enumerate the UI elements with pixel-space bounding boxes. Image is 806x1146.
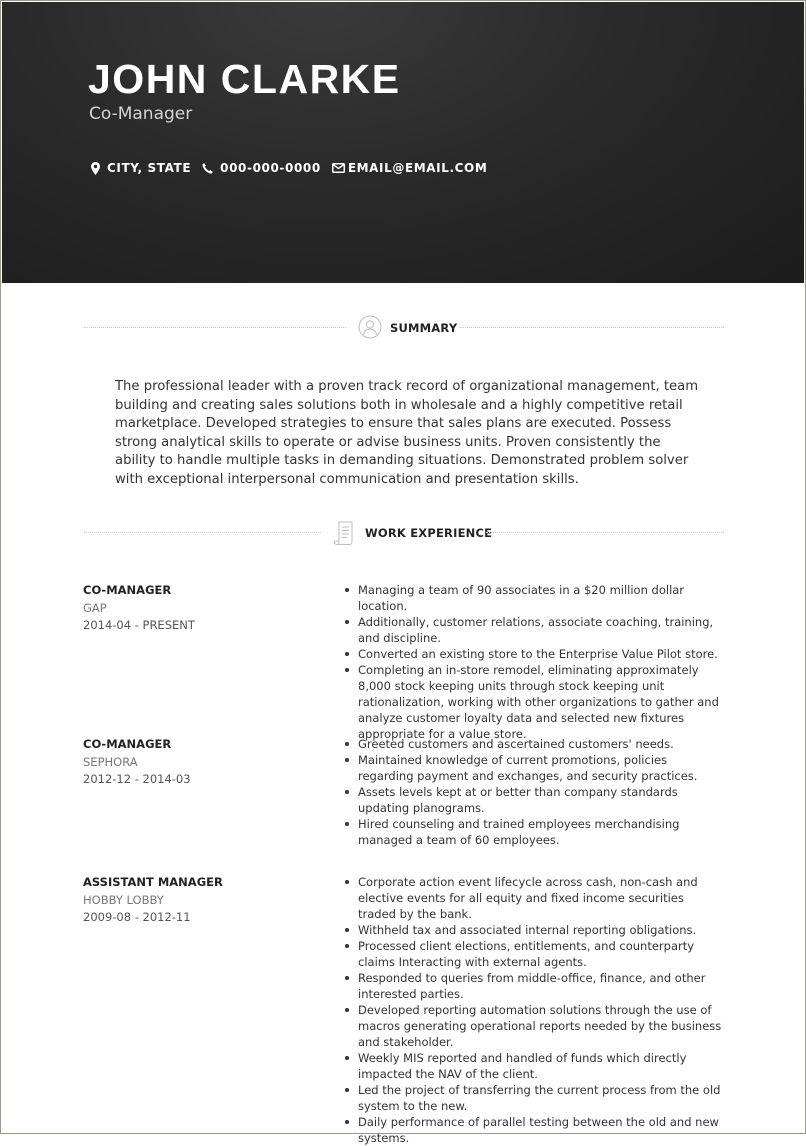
job-bullets [345,582,723,742]
summary-paragraph: The professional leader with a proven track record of organizational management, team building and creating sales solutions both in wholesale and a highly competitive retail marketplace. Developed strategies to ensure that sales plans are executed. Possess strong analytical skills to operate or advise business units. Proven consistently the ability to handle multiple tasks in demanding situations. Demonstrated problem solver with exceptional interpersonal communication and presentation skills. [115,379,699,487]
job-bullet: Processed client elections, entitlements, and counterparty claims Interacting with external agents. [345,938,723,970]
map-pin-icon [91,162,100,175]
job-dates: 2012-12 - 2014-03 [83,772,191,786]
job-bullet: Assets levels kept at or better than company standards updating planograms. [345,784,723,816]
job-company: GAP [83,600,107,615]
summary-section-heading [84,315,724,341]
phone-icon [202,163,213,174]
job-bullet: Maintained knowledge of current promotions, policies regarding payment and exchanges, and security practices. [345,752,723,784]
job-meta [83,874,303,927]
job-role: CO-MANAGER [83,583,172,597]
location-text: CITY, STATE [107,161,192,175]
job-role: CO-MANAGER [83,737,172,751]
email-text: EMAIL@EMAIL.COM [347,161,488,175]
job-bullets [345,874,723,1146]
envelope-icon [332,163,345,173]
job-bullet: Weekly MIS reported and handled of funds which directly impacted the NAV of the client. [345,1050,723,1082]
summary-heading: SUMMARY [390,321,458,335]
contact-phone [202,161,321,175]
contact-location [91,161,191,175]
scroll-document-icon [332,520,358,546]
job-dates: 2014-04 - PRESENT [83,618,195,632]
heading-rule-right [460,327,724,328]
phone-text: 000-000-0000 [220,161,321,175]
job-role: ASSISTANT MANAGER [83,875,223,889]
job-bullet: Corporate action event lifecycle across cash, non-cash and elective events for all equity and fixed income securities traded by the bank. [345,874,723,922]
job-company: HOBBY LOBBY [83,892,164,907]
job-bullet: Additionally, customer relations, associate coaching, training, and discipline. [345,614,723,646]
contact-email [332,161,488,175]
job-bullet: Responded to queries from middle-office, finance, and other interested parties. [345,970,723,1002]
job-bullet: Withheld tax and associated internal reporting obligations. [345,922,723,938]
job-meta [83,736,303,789]
resume-header [2,2,804,283]
heading-rule-left [84,532,321,533]
job-bullet: Led the project of transferring the current process from the old system to the new. [345,1082,723,1114]
candidate-title: Co-Manager [89,104,193,124]
job-bullet: Developed reporting automation solutions through the use of macros generating operational reports needed by the business and stakeholder. [345,1002,723,1050]
contact-bar [91,161,498,175]
job-company: SEPHORA [83,754,138,769]
job-bullets [345,736,723,848]
job-bullet: Converted an existing store to the Enterprise Value Pilot store. [345,646,723,662]
job-bullet: Hired counseling and trained employees merchandising managed a team of 60 employees. [345,816,723,848]
job-bullet: Managing a team of 90 associates in a $20 million dollar location. [345,582,723,614]
heading-rule-left [84,327,346,328]
job-bullet: Daily performance of parallel testing between the old and new systems. [345,1114,723,1146]
heading-rule-right [486,532,724,533]
experience-section-heading [84,520,724,546]
job-meta [83,582,303,635]
user-circle-icon [358,315,382,339]
job-dates: 2009-08 - 2012-11 [83,910,191,924]
experience-heading: WORK EXPERIENCE [365,526,493,540]
job-bullet: Greeted customers and ascertained customers' needs. [345,736,723,752]
candidate-name: JOHN CLARKE [88,56,401,102]
job-bullet: Completing an in-store remodel, eliminating approximately 8,000 stock keeping units through stock keeping unit rationalization, working with other organizations to gather and analyze customer loyalty data and selected new fixtures appropriate for a value store. [345,662,723,742]
